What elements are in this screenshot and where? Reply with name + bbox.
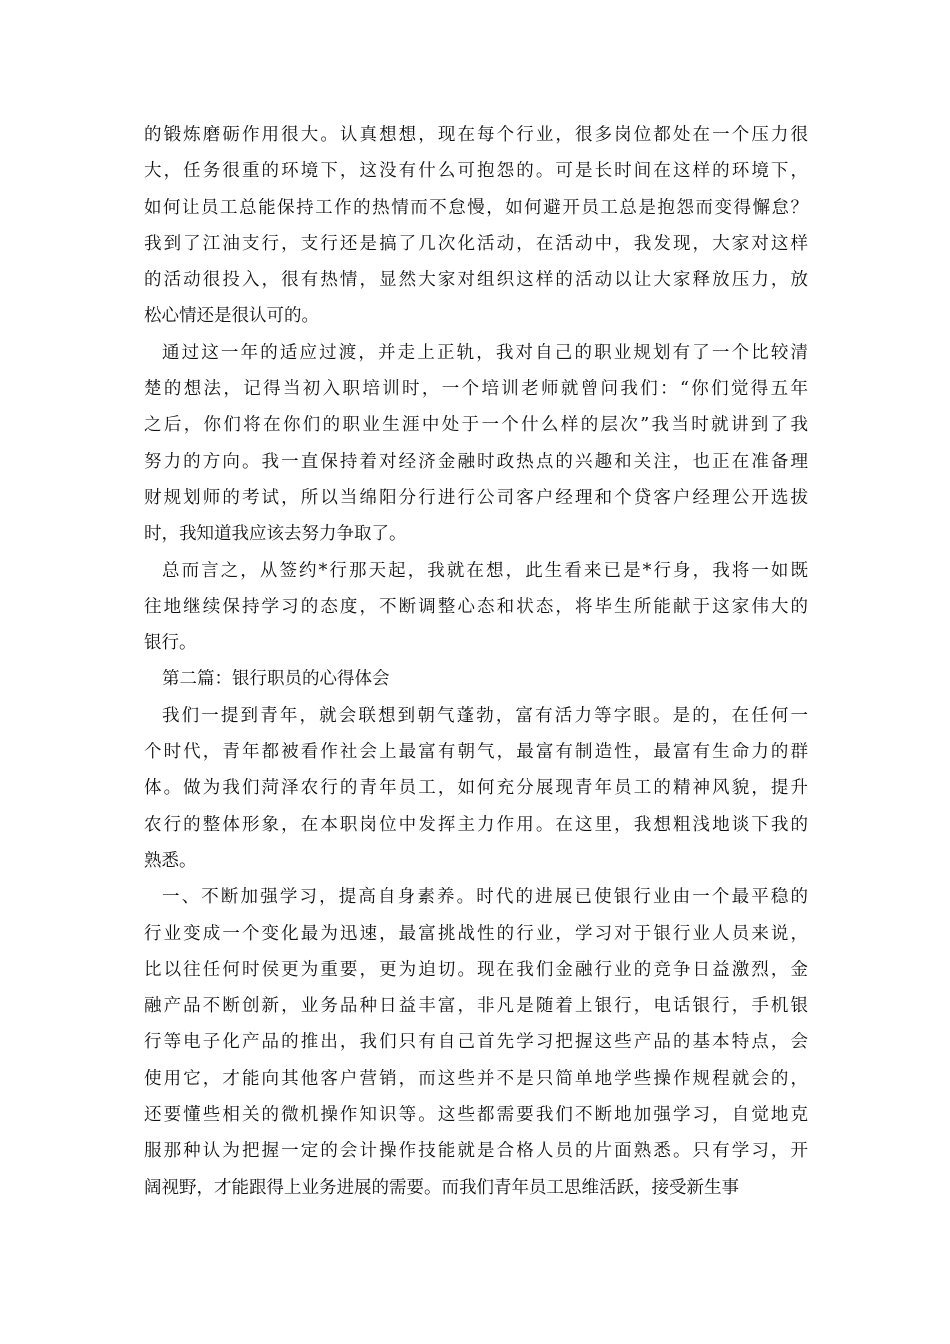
text-line: 还要懂些相关的微机操作知识等。这些都需要我们不断地加强学习，自觉地克 xyxy=(144,1105,808,1126)
text-line: 农行的整体形象，在本职岗位中发挥主力作用。在这里，我想粗浅地谈下我的 xyxy=(144,814,808,835)
text-line: 使用它，才能向其他客户营销，而这些并不是只简单地学些操作规程就会的， xyxy=(144,1068,808,1089)
paragraph xyxy=(144,661,808,697)
text-line: 比以往任何时侯更为重要，更为迫切。现在我们金融行业的竞争日益激烈，金 xyxy=(144,959,808,980)
paragraph xyxy=(144,117,808,335)
text-line: 通过这一年的适应过渡，并走上正轨，我对自己的职业规划有了一个比较清 xyxy=(162,342,808,363)
text-line: 第二篇：银行职员的心得体会 xyxy=(162,669,390,690)
text-line: 银行。 xyxy=(144,633,197,654)
text-line: 楚的想法，记得当初入职培训时，一个培训老师就曾问我们：“你们觉得五年 xyxy=(144,379,808,400)
text-line: 往地继续保持学习的态度，不断调整心态和状态，将毕生所能献于这家伟大的 xyxy=(144,596,808,617)
text-line: 的锻炼磨砺作用很大。认真想想，现在每个行业，很多岗位都处在一个压力很 xyxy=(144,125,808,145)
paragraph xyxy=(144,335,808,553)
text-line: 财规划师的考试，所以当绵阳分行进行公司客户经理和个贷客户经理公开选拔 xyxy=(144,487,808,508)
text-line: 大，任务很重的环境下，这没有什么可抱怨的。可是长时间在这样的环境下， xyxy=(144,161,808,182)
text-line: 时，我知道我应该去努力争取了。 xyxy=(144,524,407,545)
text-line: 阔视野，才能跟得上业务进展的需要。而我们青年员工思维活跃，接受新生事 xyxy=(144,1177,739,1198)
text-line: 总而言之，从签约*行那天起，我就在想，此生看来已是*行身，我将一如既 xyxy=(162,560,808,581)
text-line: 个时代，青年都被看作社会上最富有朝气，最富有制造性，最富有生命力的群 xyxy=(144,742,808,763)
text-line: 体。做为我们菏泽农行的青年员工，如何充分展现青年员工的精神风貌，提升 xyxy=(144,778,808,799)
paragraph xyxy=(144,698,808,879)
text-line: 融产品不断创新，业务品种日益丰富，非凡是随着上银行，电话银行，手机银 xyxy=(144,996,808,1017)
text-line: 我们一提到青年，就会联想到朝气蓬勃，富有活力等字眼。是的，在任何一 xyxy=(162,705,808,726)
text-line: 如何让员工总能保持工作的热情而不怠慢，如何避开员工总是抱怨而变得懈怠？ xyxy=(144,197,808,218)
text-line: 我到了江油支行，支行还是搞了几次化活动，在活动中，我发现，大家对这样 xyxy=(144,233,808,254)
document-body xyxy=(144,117,808,1206)
text-line: 松心情还是很认可的。 xyxy=(144,306,319,327)
paragraph xyxy=(144,879,808,1206)
text-line: 熟悉。 xyxy=(144,850,197,871)
text-line: 之后，你们将在你们的职业生涯中处于一个什么样的层次”我当时就讲到了我 xyxy=(144,415,808,436)
text-line: 一、不断加强学习，提高自身素养。时代的进展已使银行业由一个最平稳的 xyxy=(162,887,808,908)
paragraph xyxy=(144,553,808,662)
text-line: 努力的方向。我一直保持着对经济金融时政热点的兴趣和关注，也正在准备理 xyxy=(144,451,808,472)
text-line: 的活动很投入，很有热情，显然大家对组织这样的活动以让大家释放压力，放 xyxy=(144,270,808,291)
text-line: 行等电子化产品的推出，我们只有自己首先学习把握这些产品的基本特点，会 xyxy=(144,1032,808,1053)
text-line: 行业变成一个变化最为迅速，最富挑战性的行业，学习对于银行业人员来说， xyxy=(144,923,808,944)
text-line: 服那种认为把握一定的会计操作技能就是合格人员的片面熟悉。只有学习，开 xyxy=(144,1141,808,1162)
